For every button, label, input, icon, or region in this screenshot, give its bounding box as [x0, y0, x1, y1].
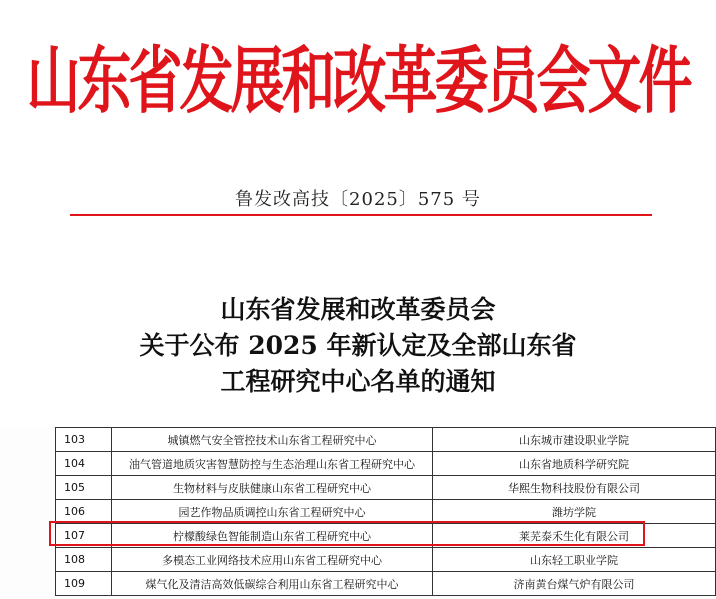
organization-name: 山东城市建设职业学院 [433, 428, 716, 452]
document-number: 鲁发改高技〔2025〕575 号 [235, 189, 481, 210]
center-name: 柠檬酸绿色智能制造山东省工程研究中心 [112, 524, 433, 548]
table-row [56, 452, 716, 476]
title-line-3: 工程研究中心名单的通知 [220, 367, 496, 396]
table-row [56, 572, 716, 596]
center-name: 煤气化及清洁高效低碳综合利用山东省工程研究中心 [112, 572, 433, 596]
organization-name: 济南黄台煤气炉有限公司 [433, 572, 716, 596]
center-name: 园艺作物品质调控山东省工程研究中心 [112, 500, 433, 524]
title-line-1: 山东省发展和改革委员会 [220, 295, 496, 324]
organization-name: 华熙生物科技股份有限公司 [433, 476, 716, 500]
organization-name: 莱芜泰禾生化有限公司 [433, 524, 716, 548]
center-name: 多模态工业网络技术应用山东省工程研究中心 [112, 548, 433, 572]
row-number: 107 [56, 524, 112, 548]
row-number: 109 [56, 572, 112, 596]
table-row-highlighted [56, 524, 716, 548]
center-name: 城镇燃气安全管控技术山东省工程研究中心 [112, 428, 433, 452]
row-number: 104 [56, 452, 112, 476]
center-list-table [55, 427, 716, 599]
table-row [56, 428, 716, 452]
table-row [56, 548, 716, 572]
center-name: 油气管道地质灾害智慧防控与生态治理山东省工程研究中心 [112, 452, 433, 476]
page-margin [0, 427, 55, 599]
table-row [56, 476, 716, 500]
row-number: 106 [56, 500, 112, 524]
document-masthead: 山东省发展和改革委员会文件 [26, 38, 690, 124]
row-number: 103 [56, 428, 112, 452]
row-number: 105 [56, 476, 112, 500]
red-divider-line [70, 214, 652, 216]
row-number: 108 [56, 548, 112, 572]
title-line-2: 关于公布 2025 年新认定及全部山东省 [139, 331, 577, 360]
table-row [56, 500, 716, 524]
center-name: 生物材料与皮肤健康山东省工程研究中心 [112, 476, 433, 500]
organization-name: 山东省地质科学研究院 [433, 452, 716, 476]
organization-name: 潍坊学院 [433, 500, 716, 524]
notice-title [0, 292, 716, 400]
organization-name: 山东轻工职业学院 [433, 548, 716, 572]
